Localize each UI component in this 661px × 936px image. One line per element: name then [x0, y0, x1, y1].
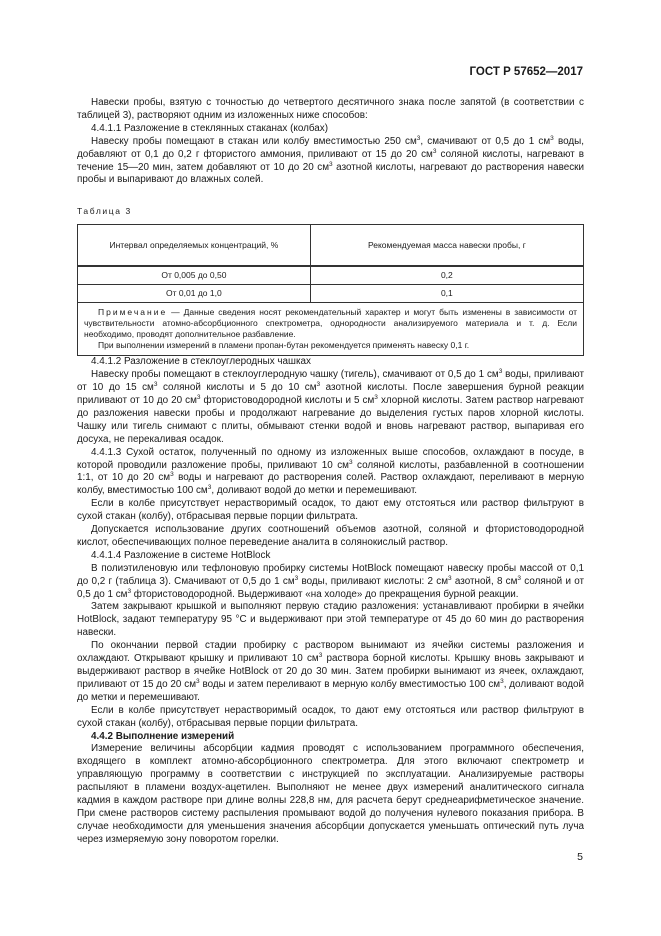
section-4-4-2-heading: 4.4.2 Выполнение измерений [91, 730, 235, 742]
table-cell: 0,2 [310, 266, 583, 285]
table-3 [77, 224, 584, 356]
page-content [77, 97, 584, 847]
table-row [78, 285, 584, 303]
table-cell: 0,1 [310, 285, 583, 303]
table-caption: Таблица 3 [77, 206, 132, 217]
section-4-4-1-4-stage1: Затем закрывают крышкой и выполняют первую стадию разложения: устанавливают пробирки в ячейки HotBlock, задают температуру 95 °С и выдерживают при этой температуре от 45 до 60 мин до растворения навески. [77, 601, 584, 639]
section-4-4-1-1-heading: 4.4.1.1 Разложение в стеклянных стаканах (колбах) [91, 122, 329, 134]
section-4-4-1-3-filter-note: Если в колбе присутствует нерастворимый осадок, то дают ему отстояться или раствор фильтруют в сухой стакан (колбу), отбрасывая первые порции фильтрата. [77, 498, 584, 523]
section-4-4-1-4-filter-note: Если в колбе присутствует нерастворимый осадок, то дают ему отстояться или раствор фильтруют в сухой стакан (колбу), отбрасывая первые порции фильтрата. [77, 704, 584, 729]
table-header-interval: Интервал определяемых концентраций, % [78, 225, 311, 267]
section-4-4-1-4-heading: 4.4.1.4 Разложение в системе HotBlock [91, 549, 271, 561]
table-cell: От 0,01 до 1,0 [78, 285, 311, 303]
page-number: 5 [577, 851, 583, 863]
intro-paragraph: Навески пробы, взятую с точностью до четвертого десятичного знака после запятой (в соответствии с таблицей 3), растворяют одним из изложенных ниже способов: [77, 97, 584, 121]
section-4-4-1-3-permission: Допускается использование других соотношений объемов азотной, соляной и фтористоводородной кислот, обеспечивающих полное переведение аналита в солянокислый раствор. [77, 524, 584, 548]
note-label: Примечание [98, 307, 168, 318]
table-row [78, 266, 584, 285]
section-4-4-1-2-heading: 4.4.1.2 Разложение в стеклоуглеродных чашках [91, 356, 311, 368]
section-4-4-1-2-text: Навеску пробы помещают в стеклоуглеродную чашку (тигель), смачивают от 0,5 до 1 $см^3$ воды, приливают от 10 до 15 $см^3$ соляной кислоты и 5 до 10 $см^3$ азотной кислоты. После завершения бурной реакции приливают от 10 до 20 $см^3$ фтористоводородной кислоты и 5 $см^3$ хлорной кислоты. Затем раствор нагревают до разложения навески пробы и продолжают нагревание до выделения густых паров хлорной кислоты. Чашку или тигель снимают с плиты, обмывают стенки водой и вновь нагревают раствор, выпаривая его досуха, не перекаливая осадок. [77, 368, 584, 445]
table-header-mass: Рекомендуемая масса навески пробы, г [310, 225, 583, 267]
note-text-2: При выполнении измерений в пламени пропан-бутан рекомендуется применять навеску 0,1 г. [98, 340, 470, 351]
section-4-4-1-1-text: Навеску пробы помещают в стакан или колбу вместимостью 250 $см^3$, смачивают от 0,5 до 1 $см^3$ воды, добавляют от 0,1 до 0,2 г фтористого аммония, приливают от 15 до 20 $см^3$ соляной кислоты, нагревают в течение 15—20 мин, затем добавляют от 10 до 20 $см^3$ азотной кислоты, нагревают до растворения навески пробы и выпаривают до влажных солей. [77, 134, 585, 186]
document-header: ГОСТ Р 57652—2017 [469, 66, 583, 78]
table-cell: От 0,005 до 0,50 [78, 266, 311, 285]
section-4-4-1-3-text: 4.4.1.3 Сухой остаток, полученный по одному из изложенных выше способов, охлаждают в посуде, в которой проводили разложение пробы, приливают 10 $см^3$ соляной кислоты, разбавленной в соотношении 1:1, от 10 до 20 $см^3$ воды и нагревают до растворения солей. Раствор охлаждают, переливают в мерную колбу, вместимостью 100 $см^3$, доливают водой до метки и перемешивают. [77, 446, 584, 497]
section-4-4-2-text: Измерение величины абсорбции кадмия проводят с использованием программного обеспечения, входящего в комплект атомно-абсорбционного спектрометра. Для этого включают спектрометр и управляющую программу в соответствии с инструкцией по эксплуатации. Анализируемые растворы распыляют в пламени воздух-ацетилен. Выполняют не менее двух измерений аналитического сигнала кадмия в каждом растворе при длине волны 228,8 нм, для расчета берут среднеарифметическое значение. При смене растворов систему распыления промывают водой до получения нулевого показания прибора. В случае необходимости для уменьшения значения абсорбции допускается уменьшать оптический путь луча через измеряемую зону поворотом горелки. [77, 743, 584, 845]
table-note-row [78, 303, 584, 356]
table-note [78, 303, 584, 356]
section-4-4-1-4-stage2: По окончании первой стадии пробирку с раствором вынимают из ячейки системы разложения и охлаждают. Открывают крышку и приливают 10 $см^3$ раствора борной кислоты. Крышку вновь закрывают и выдерживают раствор в ячейке HotBlock от 20 до 30 мин. Затем пробирки вынимают из ячеек, охлаждают, приливают от 15 до 20 $см^3$ воды и затем переливают в мерную колбу вместимостью 100 $см^3$, доливают водой до метки и перемешивают. [77, 640, 584, 703]
note-text: — Данные сведения носят рекомендательный характер и могут быть изменены в зависимости от чувствительности атомно-абсорбционного спектрометра, однородности анализируемого материала и т. д. Если необходимо, проводят дополнительное разбавление. [84, 307, 577, 340]
table-header-row [78, 225, 584, 267]
section-4-4-1-4-text: В полиэтиленовую или тефлоновую пробирку системы HotBlock помещают навеску пробы массой от 0,1 до 0,2 г (таблица 3). Смачивают от 0,5 до 1 $см^3$ воды, приливают кислоты: 2 $см^3$ азотной, 8 $см^3$ соляной и от 0,5 до 1 $см^3$ фтористоводородной. Выдерживают «на холоде» до прекращения бурной реакции. [77, 562, 585, 600]
